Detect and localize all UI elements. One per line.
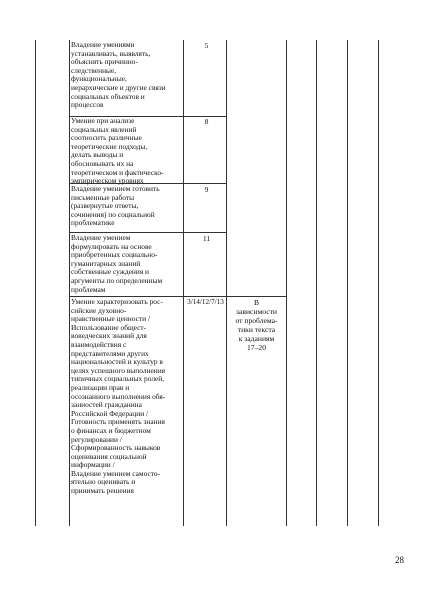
tasks-note-line: зависимости <box>236 307 277 316</box>
competency-cell <box>71 298 179 496</box>
column-divider <box>226 40 227 526</box>
tasks-note-cell <box>228 298 285 352</box>
competency-line: Сформированность навыков <box>71 444 161 453</box>
competency-line: сочинения) по социальной <box>71 210 155 219</box>
competency-line: устанавливать, выявлять, <box>71 49 151 58</box>
competency-cell <box>71 41 179 110</box>
competency-line: социальных явлений <box>71 125 137 134</box>
competency-line: сийские духовно- <box>71 306 127 315</box>
competency-line: объяснять причинно- <box>71 58 138 67</box>
competency-line: национальностей и культур в <box>71 358 163 367</box>
competency-line: реализации прав и <box>71 383 130 392</box>
page-number: 28 <box>395 555 404 565</box>
tasks-note-line: к заданиям <box>238 334 275 343</box>
competency-line: социальных объектов и <box>71 92 145 101</box>
competency-line: делать выводы и <box>71 151 124 160</box>
competency-line: представителями других <box>71 349 149 358</box>
competency-line: проблематике <box>71 219 115 228</box>
competency-line: соотносить различные <box>71 134 142 143</box>
table-border-left <box>35 40 36 526</box>
competency-line: собственные суждения и <box>71 268 150 277</box>
competency-line: о финансах и бюджетном <box>71 426 151 435</box>
row-divider <box>69 296 286 297</box>
competency-line: Использование общест- <box>71 323 147 332</box>
task-number-cell: 8 <box>204 117 209 126</box>
competency-line: аргументы по определенным <box>71 276 163 285</box>
competency-line: проблемам <box>71 285 106 294</box>
tasks-note-line: от проблема- <box>235 316 278 325</box>
competency-line: обосновывать их на <box>71 159 134 168</box>
competency-line: процессов <box>71 101 104 110</box>
competency-line: эмпирическом уровнях <box>71 177 144 186</box>
competency-line: (развернутые ответы, <box>71 202 139 211</box>
competency-line: ятельно оценивать и <box>71 478 136 487</box>
competency-line: занностей гражданина <box>71 401 142 410</box>
row-divider <box>69 232 226 233</box>
competency-cell <box>71 234 179 294</box>
competency-line: принимать решения <box>71 487 134 496</box>
competency-line: регулировании / <box>71 435 122 444</box>
task-number-cell: 11 <box>202 234 211 243</box>
column-divider <box>69 40 70 526</box>
table-border-right <box>378 40 379 526</box>
competency-line: письменные работы <box>71 193 135 202</box>
competency-line: осознанного выполнения обя- <box>71 392 166 401</box>
competency-line: Готовность применять знания <box>71 418 165 427</box>
competency-line: теоретические подходы, <box>71 142 148 151</box>
competency-line: типичных социальных ролей, <box>71 375 165 384</box>
competency-line: формулировать на основе <box>71 242 152 251</box>
task-number-cell: 9 <box>204 185 209 194</box>
competency-line: Умение характеризовать рос- <box>71 298 163 306</box>
competency-line: оценивания социальной <box>71 452 147 461</box>
competency-line: нравственные ценности / <box>71 315 151 324</box>
competency-line: гуманитарных знаний <box>71 259 141 268</box>
competency-line: Владение умением самосто- <box>71 469 161 478</box>
column-divider <box>183 40 184 526</box>
competency-line: Владение умением готовить <box>71 185 160 193</box>
column-divider <box>316 40 317 526</box>
column-divider <box>347 40 348 526</box>
task-number-cell: 5 <box>204 41 209 50</box>
task-number-cell: 3/14/12/7/13 <box>187 298 224 306</box>
competency-line: целях успешного выполнения <box>71 366 166 375</box>
competency-cell <box>71 117 179 186</box>
competency-line: следственные, <box>71 66 117 75</box>
competency-cell <box>71 185 179 228</box>
competency-line: приобретенных социально- <box>71 251 158 260</box>
column-divider <box>286 40 287 526</box>
competency-line: воведческих знаний для <box>71 332 147 341</box>
competency-line: Владение умением <box>71 234 131 242</box>
competency-line: Российской Федерации / <box>71 409 149 418</box>
competency-line: взаимодействия с <box>71 340 127 349</box>
competency-line: теоретическом и фактическо- <box>71 168 164 177</box>
competency-line: Владение умениями <box>71 41 135 49</box>
tasks-note-line: В <box>253 298 260 307</box>
tasks-note-line: тики текста <box>237 325 276 334</box>
competency-line: функциональные, <box>71 75 127 84</box>
competency-line: иерархические и другие связи <box>71 83 166 92</box>
tasks-note-line: 17–20 <box>247 343 266 352</box>
competency-line: информации / <box>71 461 115 470</box>
competency-line: Умение при анализе <box>71 117 135 125</box>
